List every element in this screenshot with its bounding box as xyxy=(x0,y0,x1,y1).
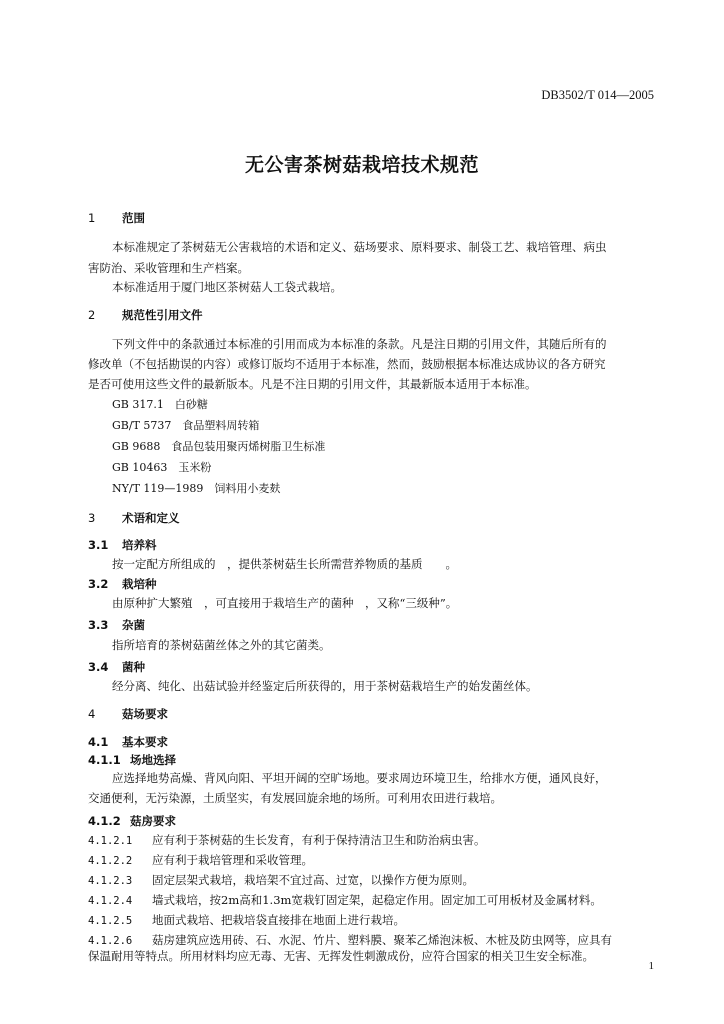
clause-number: 4.1 xyxy=(88,735,109,749)
clause-4-1-1-line1: 应选择地势高燥、背风向阳、平坦开阔的空旷场地。要求周边环境卫生，给排水方便，通风良好， xyxy=(112,771,607,785)
term-3-4-definition: 经分离、纯化、出菇试验并经鉴定后所获得的，用于茶树菇栽培生产的始发菌丝体。 xyxy=(112,679,538,693)
clause-item-number: 4.1.2.6 xyxy=(88,935,133,947)
clause-4-1-1-heading xyxy=(88,752,176,768)
term-3-4-heading xyxy=(88,659,145,675)
s2-p1-line2: 修改单（不包括勘误的内容）或修订版均不适用于本标准，然而，鼓励根据本标准达成协议的各方研究 xyxy=(88,357,606,371)
term-number: 3.1 xyxy=(88,538,109,552)
term-3-3-heading xyxy=(88,617,145,633)
s1-p2: 本标准适用于厦门地区茶树菇人工袋式栽培。 xyxy=(112,280,342,294)
section-1-number: 1 xyxy=(88,211,96,225)
clause-item-number: 4.1.2.2 xyxy=(88,855,133,867)
document-title: 无公害茶树菇栽培技术规范 xyxy=(244,154,479,176)
reference-item: GB 10463 玉米粉 xyxy=(112,461,212,474)
section-3-title: 术语和定义 xyxy=(122,511,180,525)
reference-item: GB 317.1 白砂糖 xyxy=(112,398,208,411)
reference-item: GB 9688 食品包装用聚丙烯树脂卫生标准 xyxy=(112,440,326,453)
section-2-heading xyxy=(88,307,203,323)
clause-title: 场地选择 xyxy=(130,753,176,767)
term-title: 培养料 xyxy=(122,538,157,552)
s1-p1-line1: 本标准规定了茶树菇无公害栽培的术语和定义、菇场要求、原料要求、制袋工艺、栽培管理、病虫 xyxy=(112,240,607,254)
term-number: 3.3 xyxy=(88,618,109,632)
section-2-title: 规范性引用文件 xyxy=(122,308,203,322)
clause-item-number: 4.1.2.5 xyxy=(88,915,133,927)
clause-item xyxy=(88,872,474,888)
term-3-2-definition: 由原种扩大繁殖 ，可直接用于栽培生产的菌种 ，又称“三级种”。 xyxy=(112,596,458,610)
term-3-1-definition: 按一定配方所组成的 ，提供茶树菇生长所需营养物质的基质 。 xyxy=(112,557,457,571)
clause-item-number: 4.1.2.4 xyxy=(88,895,133,907)
clause-item-text: 应有利于茶树菇的生长发育，有利于保持清洁卫生和防治病虫害。 xyxy=(152,833,486,847)
s1-p1-line2: 害防治、采收管理和生产档案。 xyxy=(88,261,249,275)
clause-4-1-heading xyxy=(88,734,168,750)
term-3-3-definition: 指所培育的茶树菇菌丝体之外的其它菌类。 xyxy=(112,638,331,652)
clause-title: 基本要求 xyxy=(122,735,168,749)
term-3-1-heading xyxy=(88,537,157,553)
clause-4-1-2-heading xyxy=(88,813,176,829)
section-4-title: 菇场要求 xyxy=(122,707,168,721)
clause-item xyxy=(88,892,602,908)
section-2-number: 2 xyxy=(88,308,96,322)
clause-number: 4.1.2 xyxy=(88,814,121,828)
term-number: 3.4 xyxy=(88,660,109,674)
clause-item-number: 4.1.2.1 xyxy=(88,835,133,847)
clause-item-text: 固定层架式栽培，栽培架不宜过高、过宽，以操作方便为原则。 xyxy=(152,873,474,887)
section-4-number: 4 xyxy=(88,707,96,721)
section-1-title: 范围 xyxy=(122,211,145,225)
reference-item: GB/T 5737 食品塑料周转箱 xyxy=(112,419,260,432)
s2-p1-line1: 下列文件中的条款通过本标准的引用而成为本标准的条款。凡是注日期的引用文件，其随后所有的 xyxy=(112,337,607,351)
clause-title: 菇房要求 xyxy=(130,814,176,828)
term-title: 杂菌 xyxy=(122,618,145,632)
term-title: 栽培种 xyxy=(122,577,157,591)
s2-p1-line3: 是否可使用这些文件的最新版本。凡是不注日期的引用文件，其最新版本适用于本标准。 xyxy=(88,377,537,391)
section-1-heading xyxy=(88,210,145,226)
clause-number: 4.1.1 xyxy=(88,753,121,767)
section-3-heading xyxy=(88,510,180,526)
clause-4-1-1-line2: 交通便利，无污染源，土质坚实，有发展回旋余地的场所。可利用农田进行栽培。 xyxy=(88,791,502,805)
clause-item-text: 应有利于栽培管理和采收管理。 xyxy=(152,853,313,867)
term-title: 菌种 xyxy=(122,660,145,674)
clause-item xyxy=(88,832,486,848)
clause-item-text: 墙式栽培，按2m高和1.3m宽栽钉固定架，起稳定作用。固定加工可用板材及金属材料。 xyxy=(152,893,602,907)
standard-number: DB3502/T 014—2005 xyxy=(541,88,654,102)
section-3-number: 3 xyxy=(88,511,96,525)
section-4-heading xyxy=(88,706,168,722)
clause-item-text: 菇房建筑应选用砖、石、水泥、竹片、塑料膜、聚苯乙烯泡沫板、木桩及防虫网等，应具有 xyxy=(152,933,612,947)
term-number: 3.2 xyxy=(88,577,109,591)
clause-item xyxy=(88,852,313,868)
clause-item-number: 4.1.2.3 xyxy=(88,875,133,887)
clause-item xyxy=(88,912,405,928)
clause-4-1-2-6-continuation: 保温耐用等特点。所用材料均应无毒、无害、无挥发性刺激成份，应符合国家的相关卫生安全标准。 xyxy=(88,949,594,963)
page-number: 1 xyxy=(648,960,654,972)
clause-item-text: 地面式栽培、把栽培袋直接排在地面上进行栽培。 xyxy=(152,913,405,927)
term-3-2-heading xyxy=(88,576,157,592)
reference-item: NY/T 119—1989 饲料用小麦麸 xyxy=(112,482,281,495)
